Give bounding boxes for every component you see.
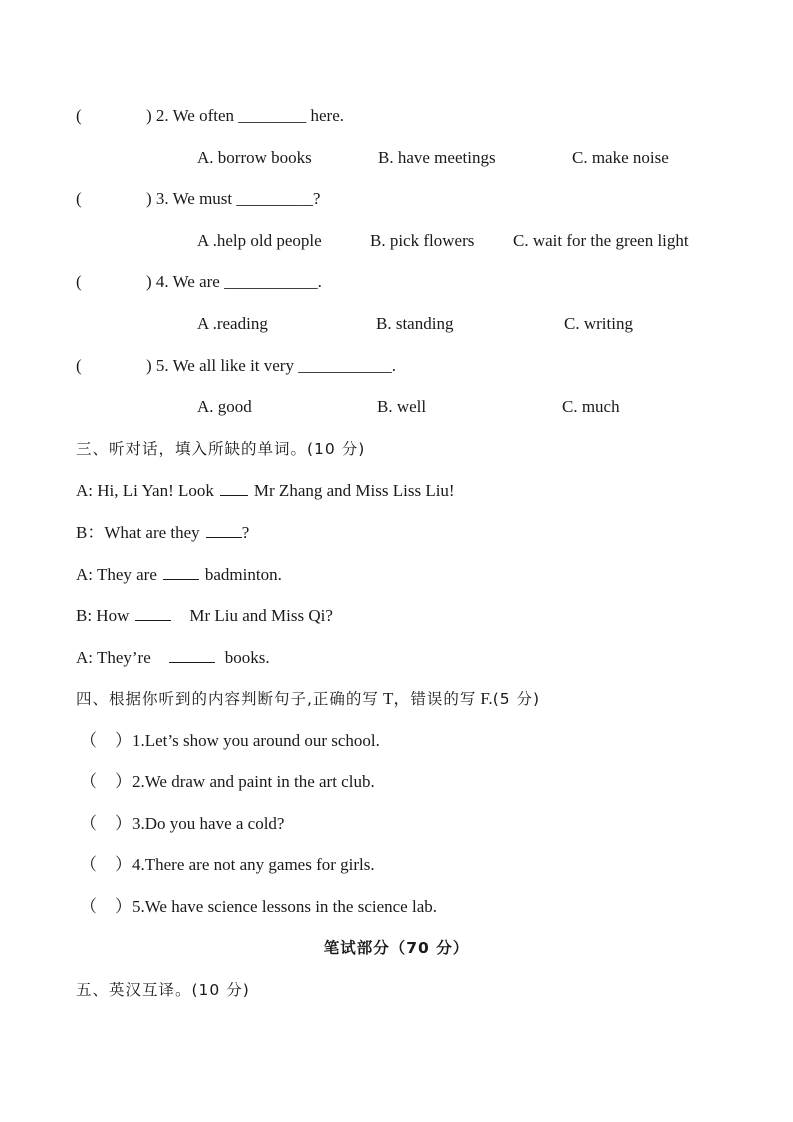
answer-paren[interactable]: （ [80,855,97,874]
question-tail: ? [312,189,321,208]
judge-text: 1.Let’s show you around our school. [132,731,380,750]
fill-blank[interactable] [220,480,248,496]
answer-paren[interactable]: （ [80,731,97,750]
question-stem: ) 2. We often [146,106,235,125]
judge-text: 3.Do you have a cold? [132,814,285,833]
dialog-line [76,564,282,585]
option-a[interactable]: A. borrow books [197,148,312,167]
dialog-line [76,480,455,501]
judge-item: （ ）5.We have science lessons in the science lab. [80,897,437,916]
dialog-text: Mr Zhang and Miss Liss Liu! [253,481,455,500]
fill-blank[interactable] [163,564,199,580]
question-tail: . [317,272,322,291]
section-3-heading: 三、听对话，填入所缺的单词。(10 分) [76,440,366,458]
dialog-text: books. [224,648,270,667]
section-4-heading: 四、根据你听到的内容判断句子,正确的写 T，错误的写 F.(5 分) [76,689,541,708]
answer-paren[interactable]: ( [76,272,82,291]
option-b[interactable]: B. pick flowers [370,231,475,250]
answer-paren[interactable]: （ [80,772,97,791]
option-a[interactable]: A .reading [197,314,268,333]
dialog-text: B：What are they [76,523,200,542]
judge-item: （ ）2.We draw and paint in the art club. [80,772,375,791]
dialog-text: badminton. [204,565,282,584]
option-c[interactable]: C. make noise [572,148,669,167]
dialog-line [76,522,249,543]
dialog-text: Mr Liu and Miss Qi? [189,606,333,625]
judge-item: （ ）1.Let’s show you around our school. [80,731,380,750]
section-5-heading: 五、英汉互译。(10 分) [76,981,250,999]
judge-item: （ ）3.Do you have a cold? [80,814,285,833]
dialog-text: B: How [76,606,130,625]
dialog-text: A: They’re [76,648,151,667]
written-part-title: 笔试部分（70 分） [323,939,470,957]
answer-paren[interactable]: （ [80,814,97,833]
question-tail: . [391,356,396,375]
question-stem: ) 4. We are [146,272,220,291]
fill-blank[interactable] [169,647,215,663]
dialog-text: A: They are [76,565,157,584]
option-b[interactable]: B. well [377,397,427,416]
judge-text: 4.There are not any games for girls. [132,855,375,874]
fill-blank[interactable] [206,522,242,538]
answer-blank: ___________ [224,272,318,291]
option-b[interactable]: B. have meetings [378,148,496,167]
answer-blank: _________ [236,189,313,208]
option-c[interactable]: C. much [562,397,620,416]
answer-paren[interactable]: ( [76,189,82,208]
fill-blank[interactable] [135,605,171,621]
option-a[interactable]: A .help old people [197,231,322,250]
option-b[interactable]: B. standing [376,314,454,333]
question-stem: ) 3. We must [146,189,233,208]
dialog-line [76,647,270,668]
answer-paren[interactable]: ( [76,106,82,125]
option-c[interactable]: C. writing [564,314,633,333]
dialog-text: ? [241,523,250,542]
answer-blank: ________ [238,106,307,125]
option-a[interactable]: A. good [197,397,252,416]
judge-item: （ ）4.There are not any games for girls. [80,855,375,874]
option-c[interactable]: C. wait for the green light [513,231,689,250]
answer-blank: ___________ [298,356,392,375]
answer-paren[interactable]: （ [80,897,97,916]
answer-paren[interactable]: ( [76,356,82,375]
question-stem: ) 5. We all like it very [146,356,294,375]
judge-text: 2.We draw and paint in the art club. [132,772,375,791]
judge-text: 5.We have science lessons in the science lab. [132,897,437,916]
question-tail: here. [310,106,345,125]
dialog-text: A: Hi, Li Yan! Look [76,481,214,500]
dialog-line [76,605,333,626]
